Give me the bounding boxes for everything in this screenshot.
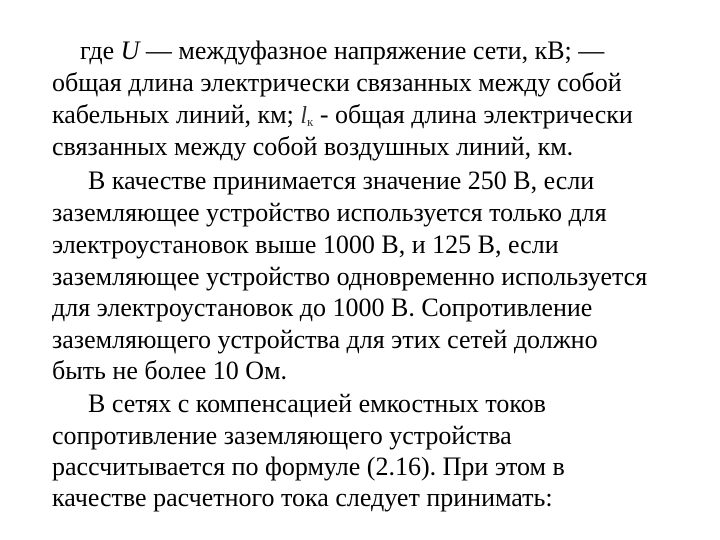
p3-line-4: качестве расчетного тока следует принимать:: [52, 483, 553, 512]
p1-line-1-end: — междуфазное напряжение сети, кВ; —: [139, 36, 605, 65]
p1-line-3-start: кабельных линий, км;: [52, 100, 301, 129]
p2-line-2: заземляющее устройство используется только для: [52, 198, 607, 227]
p1-line-3-end: - общая длина электрически: [313, 100, 633, 129]
p2-line-1: В качестве принимается значение 250 В, если: [88, 166, 595, 195]
p1-line-4: связанных между собой воздушных линий, км.: [52, 132, 574, 161]
p1-line-1: [80, 36, 604, 66]
p2-line-3: электроустановок выше 1000 В, и 125 В, если: [52, 230, 559, 259]
p3-line-3: рассчитывается по формуле (2.16). При этом в: [52, 452, 565, 481]
p2-line-5: для электроустановок до 1000 В. Сопротивление: [52, 293, 593, 322]
variable-l-subscript: к: [307, 114, 314, 129]
variable-l: [300, 103, 313, 129]
p1-line-1-start: где: [80, 36, 121, 65]
p3-line-2: сопротивление заземляющего устройства: [52, 421, 512, 450]
p1-line-2: общая длина электрически связанных между собой: [52, 68, 622, 97]
p3-line-1: В сетях с компенсацией емкостных токов: [88, 389, 546, 418]
p2-line-4: заземляющее устройство одновременно используется: [52, 262, 648, 291]
p2-line-6: заземляющего устройства для этих сетей должно: [52, 325, 598, 354]
variable-l-symbol: l: [300, 103, 308, 129]
p2-line-7: быть не более 10 Ом.: [52, 356, 288, 385]
variable-U: U: [120, 36, 140, 65]
